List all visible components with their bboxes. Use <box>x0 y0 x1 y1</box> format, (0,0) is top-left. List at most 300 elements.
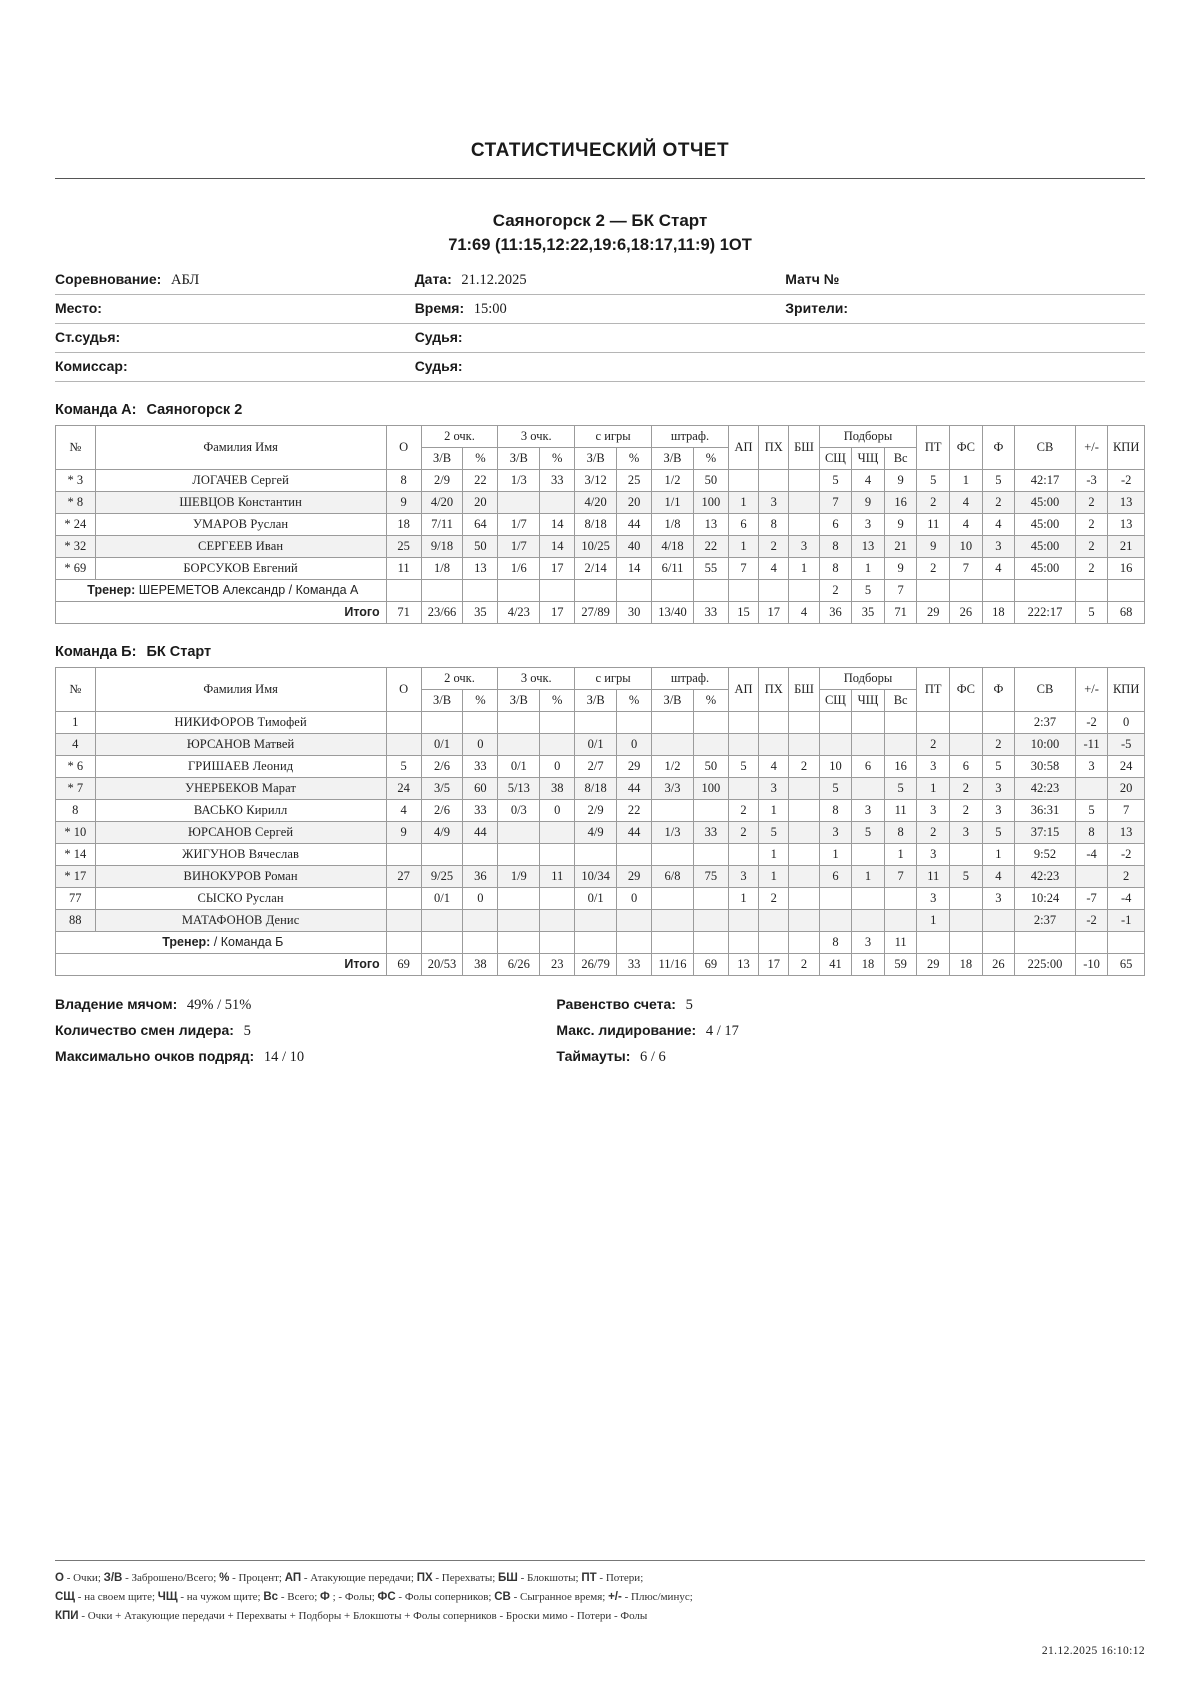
player-2pt-pct: 0 <box>463 733 498 755</box>
coach-empty-cell-2 <box>982 579 1015 601</box>
summary-table <box>55 992 1145 1070</box>
player-fouls: 4 <box>982 557 1015 579</box>
player-fouls-on <box>950 887 983 909</box>
legend <box>55 1560 1145 1626</box>
coach-empty-cell <box>386 579 421 601</box>
player-fouls: 2 <box>982 491 1015 513</box>
player-minutes: 30:58 <box>1015 755 1076 777</box>
coach-empty-cell <box>575 931 617 953</box>
player-fg-pct: 44 <box>617 777 652 799</box>
player-steals: 5 <box>759 821 789 843</box>
match-no-cell <box>785 266 1145 295</box>
th-3pt-pct: % <box>540 689 575 711</box>
competition-label: Соревнование: <box>55 270 162 287</box>
player-ft-made: 1/2 <box>652 755 694 777</box>
legend-abbr: З/В <box>103 1572 123 1584</box>
player-reb-opp <box>852 909 885 931</box>
player-number: 4 <box>56 733 96 755</box>
player-2pt-made: 1/8 <box>421 557 463 579</box>
total-pt: 29 <box>917 953 950 975</box>
player-fg-pct: 44 <box>617 821 652 843</box>
player-2pt-made: 3/5 <box>421 777 463 799</box>
player-reb-opp: 1 <box>852 557 885 579</box>
player-points: 8 <box>386 469 421 491</box>
player-2pt-pct: 22 <box>463 469 498 491</box>
timeouts-cell <box>556 1044 1145 1070</box>
player-name: СЫСКО Руслан <box>95 887 386 909</box>
table-row[interactable] <box>56 733 1145 755</box>
total-kpi: 68 <box>1108 601 1145 623</box>
player-minutes: 42:17 <box>1015 469 1076 491</box>
match-score: 71:69 (11:15,12:22,19:6,18:17,11:9) 1ОТ <box>448 235 752 254</box>
player-ft-made <box>652 733 694 755</box>
team-b-header-row-1 <box>56 667 1145 689</box>
player-steals: 3 <box>759 491 789 513</box>
max-lead-cell <box>556 1018 1145 1044</box>
coach-empty-cell <box>498 579 540 601</box>
player-assists <box>728 469 758 491</box>
coach-empty-cell <box>693 931 728 953</box>
player-points: 9 <box>386 821 421 843</box>
player-assists <box>728 711 758 733</box>
player-ft-pct: 100 <box>693 777 728 799</box>
player-kpi: -2 <box>1108 469 1145 491</box>
player-fg-pct: 14 <box>617 557 652 579</box>
player-points: 27 <box>386 865 421 887</box>
th-group-rebounds: Подборы <box>819 667 917 689</box>
player-fg-pct: 0 <box>617 887 652 909</box>
player-reb-opp: 3 <box>852 513 885 535</box>
player-3pt-pct <box>540 733 575 755</box>
player-fouls-on: 5 <box>950 865 983 887</box>
legend-abbr: ПТ <box>581 1572 597 1584</box>
th-fg-pct: % <box>617 689 652 711</box>
table-row[interactable] <box>56 887 1145 909</box>
th-3pt-pct: % <box>540 447 575 469</box>
total-fgp: 33 <box>617 953 652 975</box>
player-ft-made <box>652 711 694 733</box>
total-g3: 4/23 <box>498 601 540 623</box>
player-fouls: 1 <box>982 843 1015 865</box>
coach-empty-cell <box>728 931 758 953</box>
meta-table <box>55 266 1145 382</box>
player-blocks <box>789 865 819 887</box>
table-row[interactable] <box>56 535 1145 557</box>
player-name: ЛОГАЧЕВ Сергей <box>95 469 386 491</box>
player-ft-made <box>652 887 694 909</box>
player-fouls-on: 6 <box>950 755 983 777</box>
player-fouls: 2 <box>982 733 1015 755</box>
total-g2: 20/53 <box>421 953 463 975</box>
player-2pt-made: 9/25 <box>421 865 463 887</box>
legend-abbr: БШ <box>498 1572 518 1584</box>
legend-abbr: Ф <box>320 1590 330 1603</box>
total-g2: 23/66 <box>421 601 463 623</box>
player-2pt-pct: 60 <box>463 777 498 799</box>
th-2pt-pct: % <box>463 689 498 711</box>
player-reb-total: 7 <box>884 865 917 887</box>
table-row[interactable] <box>56 821 1145 843</box>
player-minutes: 2:37 <box>1015 711 1076 733</box>
player-minutes: 36:31 <box>1015 799 1076 821</box>
lead-changes-label: Количество смен лидера: <box>55 1021 234 1038</box>
date-label: Дата: <box>414 270 452 287</box>
player-fg-made: 10/34 <box>575 865 617 887</box>
date-value: 21.12.2025 <box>461 271 527 288</box>
player-2pt-pct: 36 <box>463 865 498 887</box>
coach-empty-cell-2 <box>917 931 950 953</box>
total-ftp: 69 <box>693 953 728 975</box>
player-plusminus: 2 <box>1075 491 1108 513</box>
player-3pt-pct: 33 <box>540 469 575 491</box>
legend-abbr: +/- <box>608 1590 622 1603</box>
player-assists: 3 <box>728 865 758 887</box>
player-points <box>386 887 421 909</box>
player-fg-made: 8/18 <box>575 777 617 799</box>
player-minutes: 10:24 <box>1015 887 1076 909</box>
total-rt: 59 <box>884 953 917 975</box>
player-turnovers: 11 <box>917 513 950 535</box>
player-3pt-made: 1/7 <box>498 513 540 535</box>
player-steals: 8 <box>759 513 789 535</box>
team-b-heading <box>55 644 1145 660</box>
player-blocks <box>789 843 819 865</box>
player-reb-total: 9 <box>884 513 917 535</box>
player-assists <box>728 909 758 931</box>
coach-empty-cell <box>540 931 575 953</box>
player-number: 88 <box>56 909 96 931</box>
player-blocks <box>789 887 819 909</box>
legend-text: - Потери; <box>596 1572 644 1584</box>
table-row[interactable] <box>56 865 1145 887</box>
player-3pt-made <box>498 711 540 733</box>
player-kpi: -1 <box>1108 909 1145 931</box>
player-plusminus: 8 <box>1075 821 1108 843</box>
player-blocks <box>789 469 819 491</box>
th-name: Фамилия Имя <box>95 667 386 711</box>
player-kpi: 20 <box>1108 777 1145 799</box>
table-row[interactable] <box>56 777 1145 799</box>
coach-empty-cell-2 <box>950 931 983 953</box>
th-2pt-pct: % <box>463 447 498 469</box>
player-fg-made: 2/14 <box>575 557 617 579</box>
max-lead-value: 4 / 17 <box>705 1022 739 1039</box>
player-reb-opp: 1 <box>852 865 885 887</box>
total-row <box>56 601 1145 623</box>
player-assists: 1 <box>728 491 758 513</box>
player-reb-total: 8 <box>884 821 917 843</box>
player-2pt-made: 2/6 <box>421 755 463 777</box>
possession-label: Владение мячом: <box>55 995 178 1012</box>
player-number: * 24 <box>56 513 96 535</box>
th-ft-made: З/В <box>652 689 694 711</box>
summary-row-2 <box>55 1018 1145 1044</box>
player-kpi: 2 <box>1108 865 1145 887</box>
player-fg-pct: 29 <box>617 865 652 887</box>
th-ft-made: З/В <box>652 447 694 469</box>
player-reb-own <box>819 909 852 931</box>
time-cell <box>415 294 786 323</box>
coach-empty-cell-2 <box>1015 579 1076 601</box>
player-fouls-on <box>950 843 983 865</box>
player-assists: 7 <box>728 557 758 579</box>
th-minutes: СВ <box>1015 425 1076 469</box>
legend-abbr: АП <box>284 1572 302 1584</box>
player-ft-made <box>652 909 694 931</box>
player-2pt-pct: 20 <box>463 491 498 513</box>
player-number: 77 <box>56 887 96 909</box>
player-2pt-pct: 50 <box>463 535 498 557</box>
legend-text: - Сыгранное время; <box>510 1590 609 1603</box>
coach-reb-total: 7 <box>884 579 917 601</box>
player-reb-total: 1 <box>884 843 917 865</box>
spectators-cell <box>785 294 1145 323</box>
player-reb-opp <box>852 777 885 799</box>
meta-empty-2 <box>785 352 1145 381</box>
player-ft-made: 6/11 <box>652 557 694 579</box>
player-fouls: 4 <box>982 513 1015 535</box>
competition-cell <box>55 266 415 295</box>
total-pm: 5 <box>1075 601 1108 623</box>
player-fg-pct: 44 <box>617 513 652 535</box>
player-minutes: 9:52 <box>1015 843 1076 865</box>
player-3pt-made <box>498 491 540 513</box>
legend-abbr: % <box>219 1572 230 1584</box>
player-blocks <box>789 799 819 821</box>
player-fouls: 3 <box>982 799 1015 821</box>
legend-text: - на своем щите; <box>75 1590 158 1603</box>
total-pt: 29 <box>917 601 950 623</box>
player-plusminus: -11 <box>1075 733 1108 755</box>
total-ft: 11/16 <box>652 953 694 975</box>
coach-reb-opp: 3 <box>852 931 885 953</box>
player-ft-pct: 13 <box>693 513 728 535</box>
table-row[interactable] <box>56 557 1145 579</box>
player-points: 11 <box>386 557 421 579</box>
player-ft-made: 1/1 <box>652 491 694 513</box>
player-name: ШЕВЦОВ Константин <box>95 491 386 513</box>
player-plusminus: 2 <box>1075 513 1108 535</box>
player-plusminus: 2 <box>1075 557 1108 579</box>
total-ro: 41 <box>819 953 852 975</box>
team-b-label: Команда Б: <box>55 643 137 660</box>
player-reb-total: 5 <box>884 777 917 799</box>
total-sv: 222:17 <box>1015 601 1076 623</box>
player-ft-made: 1/2 <box>652 469 694 491</box>
player-reb-opp: 4 <box>852 469 885 491</box>
player-fouls-on <box>950 733 983 755</box>
total-g3p: 17 <box>540 601 575 623</box>
player-3pt-made: 1/9 <box>498 865 540 887</box>
ties-value: 5 <box>685 996 693 1013</box>
table-row[interactable] <box>56 711 1145 733</box>
player-2pt-made: 0/1 <box>421 887 463 909</box>
date-cell <box>415 266 786 295</box>
player-blocks <box>789 909 819 931</box>
th-reb-own: СЩ <box>819 689 852 711</box>
player-reb-own <box>819 887 852 909</box>
player-ft-pct: 22 <box>693 535 728 557</box>
player-2pt-pct: 64 <box>463 513 498 535</box>
player-3pt-pct: 0 <box>540 755 575 777</box>
player-turnovers: 2 <box>917 821 950 843</box>
player-turnovers: 11 <box>917 865 950 887</box>
coach-empty-cell-2 <box>1075 579 1108 601</box>
th-2pt-made: З/В <box>421 447 463 469</box>
player-reb-total: 9 <box>884 469 917 491</box>
legend-abbr: Вс <box>263 1590 279 1603</box>
player-reb-own: 10 <box>819 755 852 777</box>
coach-empty-cell <box>652 579 694 601</box>
coach-empty-cell <box>617 579 652 601</box>
player-3pt-pct: 14 <box>540 513 575 535</box>
th-fg-made: З/В <box>575 689 617 711</box>
player-number: * 8 <box>56 491 96 513</box>
player-turnovers: 1 <box>917 777 950 799</box>
coach-value: / Команда Б <box>210 935 284 950</box>
player-assists: 2 <box>728 799 758 821</box>
player-name: УМАРОВ Руслан <box>95 513 386 535</box>
player-3pt-made: 1/6 <box>498 557 540 579</box>
player-kpi: 7 <box>1108 799 1145 821</box>
player-reb-opp: 5 <box>852 821 885 843</box>
coach-value: ШЕРЕМЕТОВ Александр / Команда А <box>135 583 359 598</box>
player-2pt-made: 2/9 <box>421 469 463 491</box>
player-3pt-pct <box>540 711 575 733</box>
th-plusminus: +/- <box>1075 425 1108 469</box>
total-g3: 6/26 <box>498 953 540 975</box>
th-group-ft: штраф. <box>652 425 729 447</box>
player-minutes: 45:00 <box>1015 557 1076 579</box>
player-ft-pct: 75 <box>693 865 728 887</box>
player-number: * 10 <box>56 821 96 843</box>
player-name: ЖИГУНОВ Вячеслав <box>95 843 386 865</box>
player-fg-pct: 20 <box>617 491 652 513</box>
player-blocks: 1 <box>789 557 819 579</box>
player-fg-made: 4/20 <box>575 491 617 513</box>
total-g2p: 38 <box>463 953 498 975</box>
player-reb-own: 5 <box>819 469 852 491</box>
player-steals <box>759 711 789 733</box>
total-rd: 18 <box>852 953 885 975</box>
th-steals: ПХ <box>759 667 789 711</box>
referee2-cell <box>415 352 786 381</box>
coach-reb-total: 11 <box>884 931 917 953</box>
player-2pt-made: 4/20 <box>421 491 463 513</box>
player-blocks <box>789 491 819 513</box>
meta-row-2 <box>55 294 1145 323</box>
player-reb-total <box>884 711 917 733</box>
th-group-3pt: 3 очк. <box>498 425 575 447</box>
player-assists: 1 <box>728 887 758 909</box>
player-fouls-on: 10 <box>950 535 983 557</box>
player-fg-pct: 25 <box>617 469 652 491</box>
legend-divider <box>55 1560 1145 1561</box>
player-reb-own <box>819 733 852 755</box>
meta-row-1 <box>55 266 1145 295</box>
legend-abbr: СЩ <box>55 1590 76 1603</box>
th-turnovers: ПТ <box>917 667 950 711</box>
total-row <box>56 953 1145 975</box>
match-no-label: Матч № <box>785 270 840 287</box>
player-fg-made: 4/9 <box>575 821 617 843</box>
legend-text: - Всего; <box>278 1590 321 1603</box>
max-run-label: Максимально очков подряд: <box>55 1047 255 1064</box>
coach-empty-cell-2 <box>917 579 950 601</box>
max-run-cell <box>55 1044 556 1070</box>
legend-text: - на чужом щите; <box>177 1590 264 1603</box>
legend-text: - Атакующие передачи; <box>301 1572 417 1584</box>
player-name: ЮРСАНОВ Матвей <box>95 733 386 755</box>
coach-reb-opp: 5 <box>852 579 885 601</box>
player-3pt-pct <box>540 887 575 909</box>
coach-row <box>56 579 1145 601</box>
team-a-stats-table <box>55 425 1145 624</box>
player-points: 4 <box>386 799 421 821</box>
player-fg-pct <box>617 711 652 733</box>
player-name: МАТАФОНОВ Денис <box>95 909 386 931</box>
table-row[interactable] <box>56 843 1145 865</box>
player-3pt-pct: 11 <box>540 865 575 887</box>
total-bsh: 2 <box>789 953 819 975</box>
player-3pt-made: 0/3 <box>498 799 540 821</box>
th-fouls-on: ФС <box>950 425 983 469</box>
total-fs: 26 <box>950 601 983 623</box>
legend-text: - Блокшоты; <box>517 1572 582 1584</box>
table-row[interactable] <box>56 491 1145 513</box>
coach-empty-cell <box>728 579 758 601</box>
player-ft-pct <box>693 887 728 909</box>
player-ft-pct: 50 <box>693 755 728 777</box>
coach-empty-cell <box>789 931 819 953</box>
table-row[interactable] <box>56 799 1145 821</box>
table-row[interactable] <box>56 909 1145 931</box>
team-a-label: Команда А: <box>55 401 137 418</box>
table-row[interactable] <box>56 469 1145 491</box>
match-header <box>55 179 1145 258</box>
player-minutes: 10:00 <box>1015 733 1076 755</box>
th-kpi: КПИ <box>1108 425 1145 469</box>
referee1-cell <box>415 323 786 352</box>
coach-label: Тренер: <box>87 583 136 598</box>
total-ft: 13/40 <box>652 601 694 623</box>
player-2pt-made: 0/1 <box>421 733 463 755</box>
table-row[interactable] <box>56 513 1145 535</box>
player-blocks <box>789 711 819 733</box>
player-number: 8 <box>56 799 96 821</box>
player-blocks <box>789 821 819 843</box>
table-row[interactable] <box>56 755 1145 777</box>
player-fouls-on: 4 <box>950 513 983 535</box>
player-turnovers: 1 <box>917 909 950 931</box>
total-bsh: 4 <box>789 601 819 623</box>
player-steals <box>759 733 789 755</box>
player-steals: 1 <box>759 865 789 887</box>
player-reb-total: 16 <box>884 491 917 513</box>
meta-row-3 <box>55 323 1145 352</box>
ties-label: Равенство счета: <box>556 995 676 1012</box>
player-name: ВАСЬКО Кирилл <box>95 799 386 821</box>
coach-empty-cell <box>498 931 540 953</box>
player-3pt-pct: 0 <box>540 799 575 821</box>
total-fg: 26/79 <box>575 953 617 975</box>
player-turnovers: 3 <box>917 755 950 777</box>
player-turnovers: 2 <box>917 733 950 755</box>
player-fouls-on: 2 <box>950 799 983 821</box>
player-ft-pct <box>693 799 728 821</box>
player-fouls <box>982 909 1015 931</box>
player-fg-made: 0/1 <box>575 733 617 755</box>
